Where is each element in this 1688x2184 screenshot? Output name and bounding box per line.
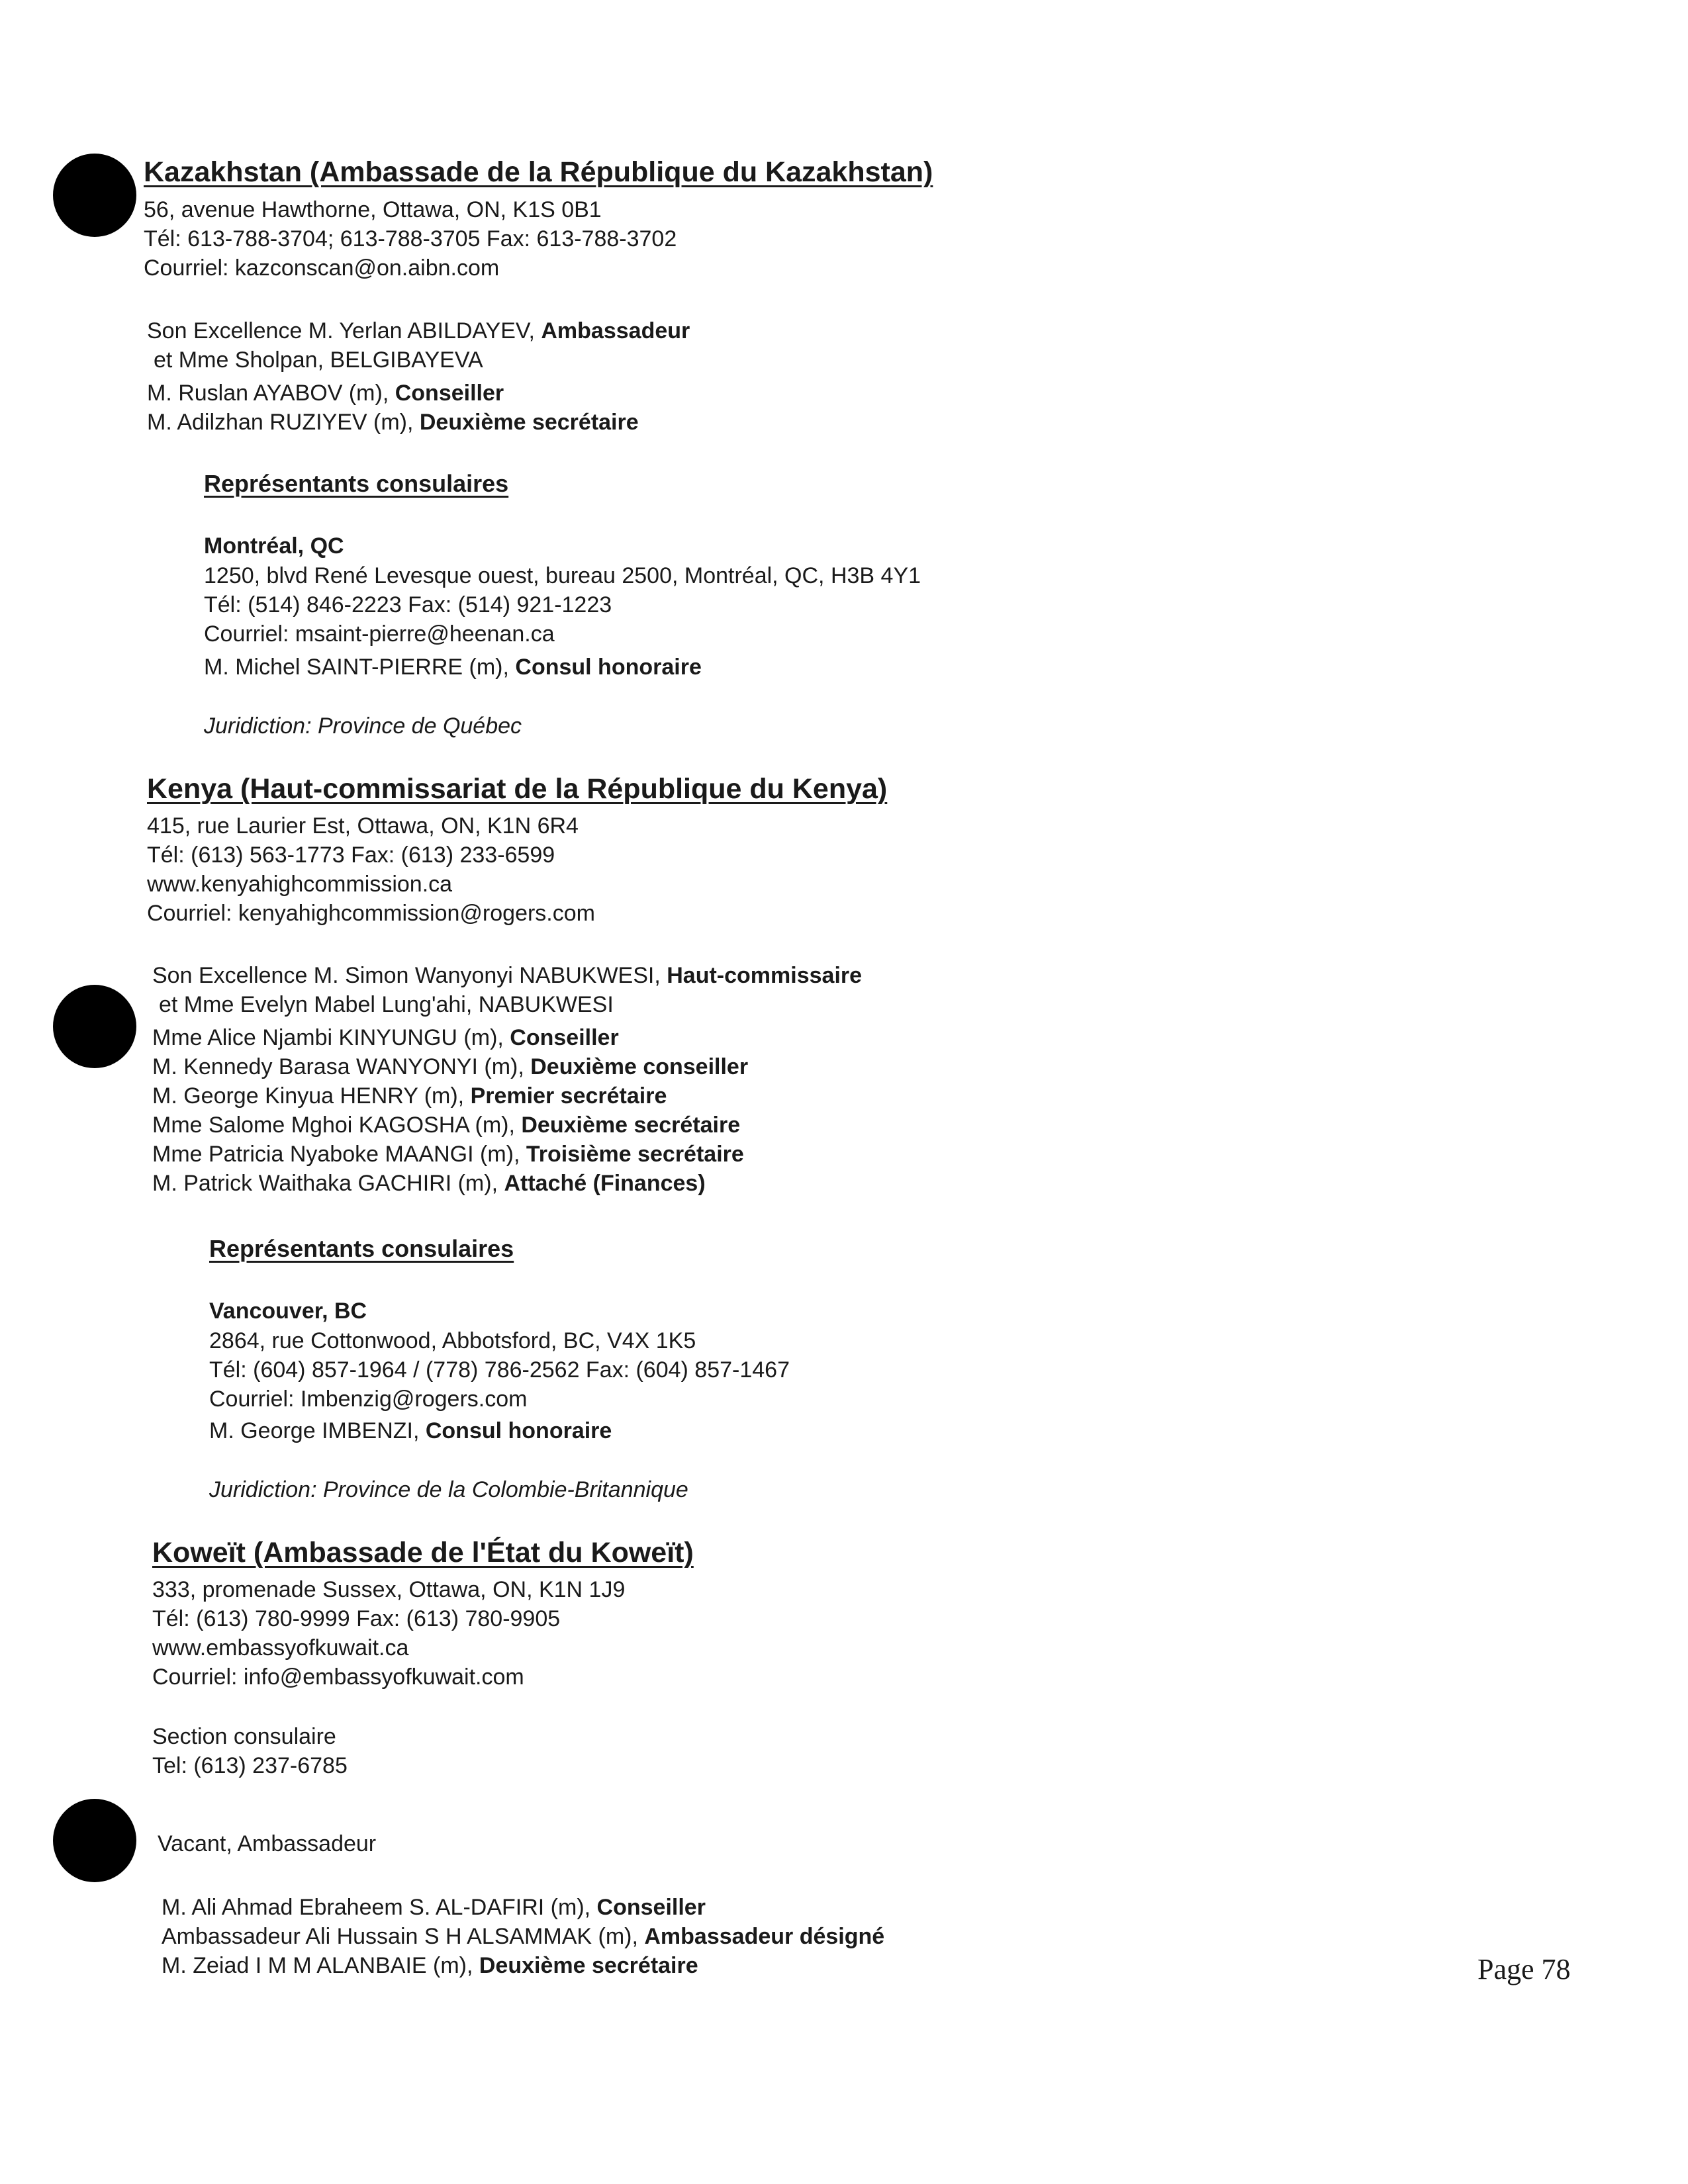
consular-city: Montréal, QC [204,533,344,559]
consular-section-label: Section consulaire [152,1724,336,1749]
kuwait-contact [152,1575,625,1692]
kazakhstan-heading: Kazakhstan (Ambassade de la République du Kazakhstan) [144,156,933,188]
kazakhstan-staff-list [147,316,690,437]
kenya-staff-list [152,961,862,1198]
phone-line: Tel: (613) 237-6785 [152,1753,348,1778]
kenya-heading: Kenya (Haut-commissariat de la République du Kenya) [147,773,888,805]
staff-entry: M. Ali Ahmad Ebraheem S. AL-DAFIRI (m), Conseiller [162,1895,706,1920]
address-line: 2864, rue Cottonwood, Abbotsford, BC, V4X 1K5 [209,1328,696,1353]
consul-entry: M. Michel SAINT-PIERRE (m), Consul honoraire [204,655,702,680]
staff-entry: M. Patrick Waithaka GACHIRI (m), Attaché (Finances) [152,1171,706,1196]
consular-section [152,1722,348,1780]
kuwait-heading: Koweït (Ambassade de l'État du Koweït) [152,1537,694,1569]
staff-entry: M. Zeiad I M M ALANBAIE (m), Deuxième secrétaire [162,1953,698,1978]
address-line: 1250, blvd René Levesque ouest, bureau 2500, Montréal, QC, H3B 4Y1 [204,563,921,588]
staff-entry: M. George Kinyua HENRY (m), Premier secrétaire [152,1083,667,1109]
staff-entry: Mme Patricia Nyaboke MAANGI (m), Troisième secrétaire [152,1142,744,1167]
email-line: Courriel: msaint-pierre@heenan.ca [204,621,555,647]
address-line: 333, promenade Sussex, Ottawa, ON, K1N 1J9 [152,1577,626,1602]
staff-entry: Mme Salome Mghoi KAGOSHA (m), Deuxième secrétaire [152,1113,741,1138]
punch-hole-dot [53,1799,136,1882]
phone-line: Tél: (514) 846-2223 Fax: (514) 921-1223 [204,592,612,617]
page-number: Page 78 [1477,1953,1571,1985]
consul-entry: M. George IMBENZI, Consul honoraire [209,1418,612,1443]
staff-entry: M. Adilzhan RUZIYEV (m), Deuxième secrétaire [147,410,639,435]
staff-entry: Mme Alice Njambi KINYUNGU (m), Conseiller [152,1025,619,1050]
kuwait-staff-list [162,1893,884,1980]
punch-hole-dot [53,985,136,1068]
consular-contact [204,561,921,649]
email-line: Courriel: info@embassyofkuwait.com [152,1664,524,1690]
phone-line: Tél: (613) 563-1773 Fax: (613) 233-6599 [147,842,555,868]
kazakhstan-contact [144,195,677,283]
email-line: Courriel: kazconscan@on.aibn.com [144,255,500,281]
consular-city: Vancouver, BC [209,1298,367,1324]
staff-entry: Son Excellence M. Simon Wanyonyi NABUKWESI, Haut-commissaire [152,963,863,988]
punch-hole-dot [53,154,136,237]
staff-entry: Ambassadeur Ali Hussain S H ALSAMMAK (m), Ambassadeur désigné [162,1924,885,1949]
address-line: 56, avenue Hawthorne, Ottawa, ON, K1S 0B1 [144,197,602,222]
vacant-ambassador: Vacant, Ambassadeur [158,1831,377,1856]
staff-entry: et Mme Evelyn Mabel Lung'ahi, NABUKWESI [159,992,614,1017]
phone-line: Tél: (613) 780-9999 Fax: (613) 780-9905 [152,1606,561,1631]
jurisdiction: Juridiction: Province de Québec [204,713,522,739]
jurisdiction: Juridiction: Province de la Colombie-Britannique [209,1477,688,1502]
consular-contact [209,1326,790,1414]
kenya-contact [147,811,595,928]
consular-heading: Représentants consulaires [209,1235,514,1262]
staff-entry: M. Kennedy Barasa WANYONYI (m), Deuxième conseiller [152,1054,749,1079]
staff-entry: et Mme Sholpan, BELGIBAYEVA [154,347,483,373]
email-line: Courriel: Imbenzig@rogers.com [209,1387,528,1412]
staff-entry: M. Ruslan AYABOV (m), Conseiller [147,381,504,406]
phone-line: Tél: (604) 857-1964 / (778) 786-2562 Fax: (604) 857-1467 [209,1357,790,1383]
consular-heading: Représentants consulaires [204,470,509,497]
staff-entry: Son Excellence M. Yerlan ABILDAYEV, Ambassadeur [147,318,690,343]
address-line: 415, rue Laurier Est, Ottawa, ON, K1N 6R4 [147,813,579,839]
email-line: Courriel: kenyahighcommission@rogers.com [147,901,595,926]
phone-line: Tél: 613-788-3704; 613-788-3705 Fax: 613-788-3702 [144,226,677,251]
website-line: www.embassyofkuwait.ca [152,1635,409,1661]
website-line: www.kenyahighcommission.ca [147,872,453,897]
